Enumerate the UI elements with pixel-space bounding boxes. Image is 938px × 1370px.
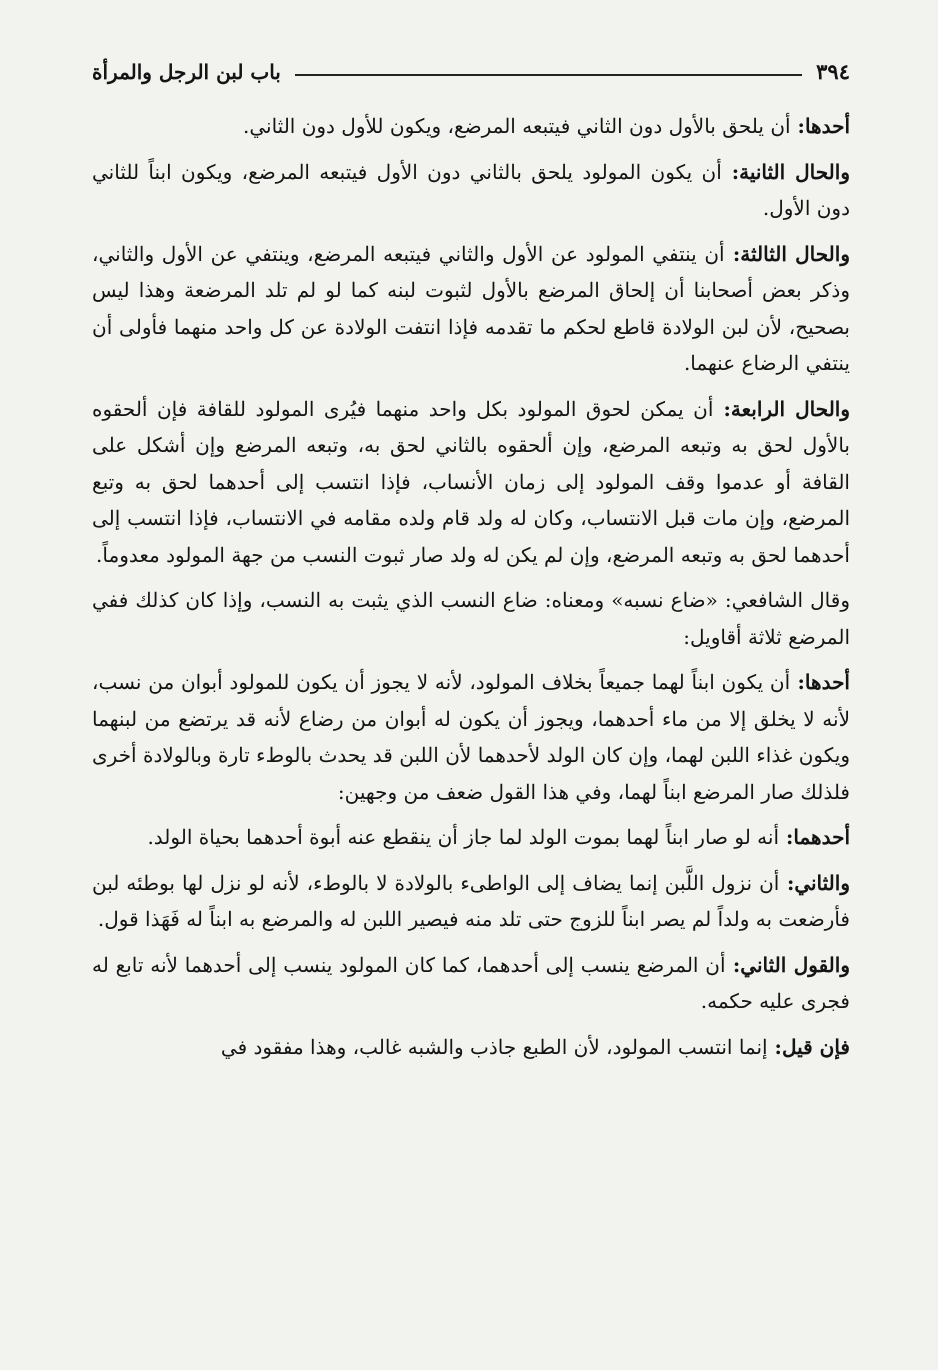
- paragraph-lead: والثاني:: [779, 870, 850, 895]
- paragraph-text: أن نزول اللَّبن إنما يضاف إلى الواطىء بالولادة لا بالوطء، لأنه لو نزل لها بوطئه لبن فأرضعت به ولداً لم يصر ابناً للزوج حتى تلد منه فيصير اللبن له والمرضع به ابناً له فَهَذا قول.: [92, 870, 850, 931]
- paragraph-lead: أحدها:: [790, 670, 850, 694]
- paragraph-lead: والحال الثالثة:: [724, 241, 850, 266]
- paragraph: [92, 865, 850, 938]
- paragraph: [92, 582, 850, 655]
- paragraph-text: أن يمكن لحوق المولود بكل واحد منهما فيُرى المولود للقافة فإن ألحقوه بالأول لحق به وتبعه المرضع، وإن ألحقوه بالثاني لحق به، وتبعه المرضع وإن أشكل على القافة أو عدموا وقف المولود إلى زمان الأنساب، فإذا انتسب إلى أحدهما لحق به وتبع المرضع، وإن مات قبل الانتساب، وكان له ولد قام ولده مقامه في الانتساب، فإذا انتسب إلى أحدهما لحق به وتبعه المرضع، وإن لم يكن له ولد صار ثبوت النسب من جهة المولود معدوماً.: [92, 396, 850, 567]
- paragraph-lead: والحال الرابعة:: [713, 396, 850, 421]
- paragraph: [92, 819, 850, 856]
- paragraph-lead: والحال الثانية:: [721, 159, 850, 184]
- paragraph: [92, 108, 850, 145]
- paragraph-text: أنه لو صار ابناً لهما بموت الولد لما جاز أن ينقطع عنه أبوة أحدهما بحياة الولد.: [147, 825, 780, 849]
- paragraph: [92, 1029, 850, 1066]
- paragraph-lead: فإن قيل:: [767, 1034, 850, 1059]
- paragraph: [92, 154, 850, 227]
- page-body: [92, 108, 850, 1065]
- paragraph-lead: والقول الثاني:: [725, 952, 850, 977]
- paragraph-text: أن ينتفي المولود عن الأول والثاني فيتبعه المرضع، وينتفي عن الأول والثاني، وذكر بعض أصحابنا أن إلحاق المرضع بالأول لثبوت لبنه كما لو لم تلد المرضعة وهذا ليس بصحيح، لأن لبن الولادة قاطع لحكم ما تقدمه فإذا انتفت الولادة عن كل واحد منهما فأولى أن ينتفي الرضاع عنهما.: [92, 241, 850, 375]
- paragraph-text: وقال الشافعي: «ضاع نسبه» ومعناه: ضاع النسب الذي يثبت به النسب، وإذا كان كذلك ففي المرضع ثلاثة أقاويل:: [92, 588, 850, 649]
- paragraph: [92, 947, 850, 1020]
- paragraph-lead: أحدها:: [790, 114, 850, 138]
- paragraph-text: أن يكون ابناً لهما جميعاً بخلاف المولود، لأنه لا يجوز أن يكون للمولود أبوان من نسب، لأنه لا يخلق إلا من ماء أحدهما، ويجوز أن يكون له أبوان من رضاع لأنه قد يرتضع من لبنهما ويكون غذاء اللبن لهما، وإن كان الولد لأحدهما لأن اللبن قد يحدث بالوطء تارة وبالولادة أخرى فلذلك صار المرضع ابناً لهما، وفي هذا القول ضعف من وجهين:: [92, 670, 850, 804]
- paragraph-text: إنما انتسب المولود، لأن الطبع جاذب والشبه غالب، وهذا مفقود في: [220, 1034, 768, 1059]
- chapter-title: باب لبن الرجل والمرأة: [92, 60, 281, 84]
- page-number: ٣٩٤: [816, 59, 850, 84]
- header-rule: [295, 74, 802, 76]
- paragraph-text: أن يكون المولود يلحق بالثاني دون الأول فيتبعه المرضع، ويكون ابناً للثاني دون الأول.: [92, 159, 850, 220]
- paragraph-lead: أحدهما:: [779, 825, 850, 849]
- paragraph: [92, 391, 850, 574]
- paragraph-text: أن المرضع ينسب إلى أحدهما، كما كان المولود ينسب إلى أحدهما لأنه تابع له فجرى عليه حكمه.: [92, 952, 850, 1013]
- paragraph-text: أن يلحق بالأول دون الثاني فيتبعه المرضع، ويكون للأول دون الثاني.: [242, 114, 791, 138]
- paragraph: [92, 236, 850, 382]
- paragraph: [92, 664, 850, 810]
- running-header: [92, 58, 850, 86]
